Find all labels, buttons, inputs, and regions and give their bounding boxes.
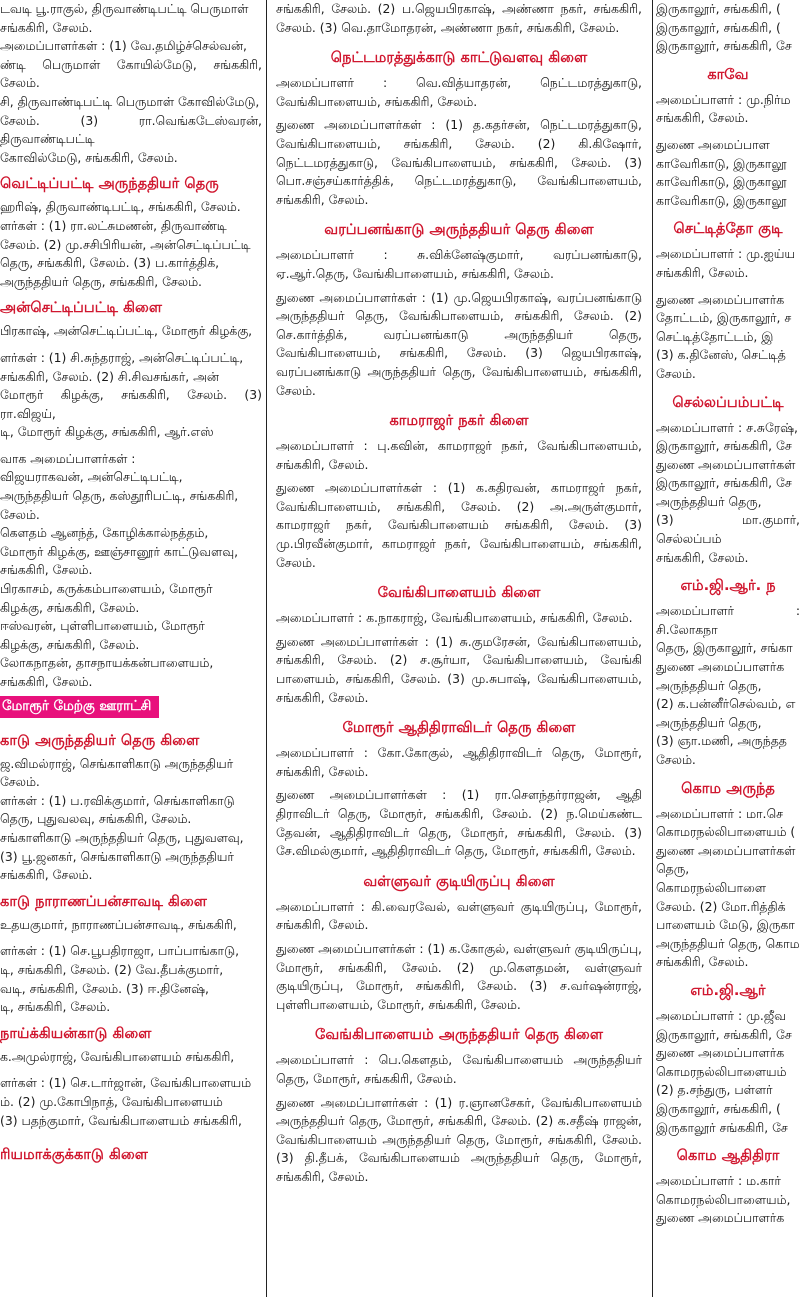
body-text: அருந்ததியர் தெரு, கஸ்தூரிபட்டி, சங்ககிரி, (0, 488, 239, 504)
spacer (0, 442, 262, 450)
spacer (0, 1066, 262, 1074)
body-text: ஈஸ்வரன், புள்ளிபாளையம், மோரூர் (0, 618, 205, 634)
body-text: சங்ககிரி, சேலம். (2) சி.சிவசங்கர், அன் (0, 368, 219, 384)
body-text: துணை அமைப்பாளர்க (656, 1210, 785, 1226)
column-divider (652, 0, 653, 1297)
section-heading: மோரூர் ஆதிதிராவிடர் தெரு கிளை (342, 719, 576, 737)
body-text: சி, திருவாண்டிபட்டி பெருமாள் கோவில்மேடு, (0, 93, 260, 109)
body-text: தோட்டம், இருகாலூர், ச (656, 310, 792, 326)
body-text: ளர்கள் : (1) சி.சுந்தராஜ், அன்செட்டிப்பட்டி, (0, 349, 244, 365)
body-text: டி, சங்ககிரி, சேலம். (0, 999, 111, 1015)
body-text: சங்ககிரி, சேலம். (656, 954, 749, 970)
body-text: பிரகாஷ், அன்செட்டிப்பட்டி, மோரூர் கிழக்கு, (0, 323, 253, 339)
body-text: அமைப்பாளர் : வெ.வித்யாதரன், நெட்டமரத்துகாடு, வேங்கிபாளையம், சங்ககிரி, சேலம். (276, 75, 642, 109)
body-text: அமைப்பாளர் : கி.வைரவேல், வள்ளுவர் குடியிருப்பு, மோரூர், சங்ககிரி, சேலம். (276, 898, 642, 933)
body-text: (2) க.பன்னீர்செல்வம், எ (656, 696, 796, 712)
body-text: சங்ககிரி, சேலம். (0, 674, 93, 689)
body-text: அமைப்பாளர் : மு.நிர்ம (656, 91, 791, 107)
body-text: இருகாலூர், சங்ககிரி, சே (656, 1026, 792, 1042)
left-column (0, 0, 262, 1297)
body-text: அமைப்பாளர் : சு.விக்னேஷ்குமார், வரப்பனங்காடு, ஏ.ஆர்.தெரு, வேங்கிபாளையம், சங்ககிரி, சேலம். (276, 247, 642, 281)
body-text: லோகநாதன், தாசநாயக்கன்பாளையம், (0, 655, 214, 671)
body-text: சேலம். (2) மு.சசிபிரியன், அன்செட்டிப்பட்டி (0, 236, 251, 252)
body-text: (3) ஞா.மணி, அருந்தத (656, 733, 787, 749)
body-text: துணை அமைப்பாளர்கள் : (1) மு.ஜெயபிரகாஷ், வரப்பனங்காடு அருந்ததியர் தெரு, வேங்கிபாளையம், சங்ககிரி, சேலம். (2) செ.கார்த்திக், வரப்பனங்காடு அருந்ததியர் தெரு, வேங்கிபாளையம், சங்ககிரி, சேலம். (3) ஜெயபிரகாஷ், வரப்பனங்காடு அருந்ததியர் தெரு, வேங்கிபாளையம், சங்ககிரி, சேலம். (276, 289, 642, 398)
body-text: ளர்கள் : (1) ப.ரவிக்குமார், செங்காளிகாடு (0, 792, 235, 808)
body-text: சங்ககிரி, சேலம். (0, 867, 93, 883)
body-text: கௌதம் ஆனந்த், கோழிக்கால்நத்தம், (0, 525, 209, 541)
section-heading: வரப்பனங்காடு அருந்ததியர் தெரு கிளை (324, 221, 594, 239)
right-column (656, 0, 800, 1297)
section-heading: எம்.ஜி.ஆர் (690, 981, 766, 999)
body-text: பாளையம் மேடு, இருகா (656, 917, 795, 933)
section-heading: ரியமாக்குக்காடு கிளை (0, 1146, 148, 1164)
body-text: கிழக்கு, சங்ககிரி, சேலம். (0, 599, 140, 615)
body-text: அமைப்பாளர் : ச.சுரேஷ், (656, 419, 798, 435)
body-text: காவேரிகாடு, இருகாலூ (656, 192, 787, 208)
body-text: செட்டித்தோட்டம், இ (656, 328, 774, 344)
body-text: ளர்கள் : (1) செ.பூபதிராஜா, பாப்பாங்காடு, (0, 943, 240, 959)
body-text: கொமரநல்லிபாளையம் ( (656, 824, 796, 840)
body-text: ளர்கள் : (1) ரா.லட்சுமணன், திருவாண்டி (0, 217, 227, 233)
body-text: மோரூர் கிழக்கு, ஊஞ்சானூர் காட்டுவளவு, (0, 543, 239, 559)
body-text: அருந்ததியர் தெரு, (656, 493, 762, 509)
body-text: ம். (2) மு.கோபிநாத், வேங்கிபாளையம் (0, 1093, 223, 1109)
section-heading: காடு அருந்ததியர் தெரு கிளை (0, 731, 200, 749)
column-divider (266, 0, 267, 1297)
body-text: இருகாலூர், சங்ககிரி, ( (656, 1100, 781, 1116)
body-text: இருகாலூர், சங்ககிரி, ( (656, 1, 781, 16)
body-text: துணை அமைப்பாளர்கள் : (1) க.கதிரவன், காமராஜர் நகர், வேங்கிபாளையம், சங்ககிரி, சேலம். (2) அ.அருள்குமார், காமராஜர் நகர், வேங்கிபாளையம் சங்ககிரி, சேலம். (3) மு.பிரவீன்குமார், காமராஜர் நகர், வேங்கிபாளையம், சங்ககிரி, சேலம். (276, 480, 642, 570)
body-text: சங்ககிரி, சேலம். (0, 19, 93, 35)
body-text: அமைப்பாளர் : கோ.கோகுல், ஆதிதிராவிடர் தெரு, மோரூர், சங்ககிரி, சேலம். (276, 745, 642, 779)
body-text: அருந்ததியர் தெரு, (656, 714, 762, 730)
body-text: இருகாலூர், சங்ககிரி, சே (656, 38, 792, 54)
section-heading: காடு நாராணப்பன்சாவடி கிளை (0, 892, 207, 910)
body-text: விஜயராகவன், அன்செட்டிபட்டி, (0, 469, 183, 485)
spacer (0, 934, 262, 942)
section-heading: நெட்டமரத்துக்காடு காட்டுவளவு கிளை (330, 49, 588, 67)
body-text: (3) மா.குமார், செல்லப்பம் (656, 512, 800, 547)
body-text: சங்ககிரி, சேலம். (656, 549, 749, 565)
body-text: இருகாலூர் சங்ககிரி, சே (656, 1119, 788, 1135)
body-text: சேலம். (0, 506, 40, 522)
spacer (656, 283, 800, 291)
body-text: டவடி பூ.ராகுல், திருவாண்டிபட்டி பெருமாள் (0, 1, 249, 16)
body-text: சங்ககிரி, சேலம். (2) ப.ஜெயபிரகாஷ், அண்ணா நகர், சங்ககிரி, சேலம். (3) வெ.தாமோதரன், அண்ணா நகர், சங்ககிரி, சேலம். (276, 1, 642, 35)
section-heading: கொம ஆதிதிரா (676, 1147, 780, 1165)
body-text: தெரு, கொமரநல்லிபாளை (656, 861, 766, 895)
body-text: அமைப்பாளர் : பெ.கௌதம், வேங்கிபாளையம் அருந்ததியர் தெரு, மோரூர், சங்ககிரி, சேலம். (276, 1052, 642, 1086)
body-text: அமைப்பாளர்கள் : (1) வே.தமிழ்ச்செல்வன், (0, 38, 247, 54)
body-text: தெரு, புதுவலவு, சங்ககிரி, சேலம். (0, 811, 192, 827)
body-text: சேலம். (3) ரா.வெங்கடேஸ்வரன், திருவாண்டிபட்டி (0, 112, 262, 147)
panchayat-tag: மோரூர் மேற்கு ஊராட்சி (0, 696, 159, 718)
body-text: அருந்ததியர் தெரு, கொம (656, 935, 800, 951)
body-text: அமைப்பாளர் : சி.லோகநா (656, 603, 800, 637)
body-text: அமைப்பாளர் : ம.கார் (656, 1173, 781, 1189)
section-heading: அன்செட்டிப்பட்டி கிளை (0, 299, 163, 317)
body-text: துணை அமைப்பாளர்க (656, 659, 785, 675)
spacer (656, 128, 800, 136)
body-text: டி, சங்ககிரி, சேலம். (2) வே.தீபக்குமார், (0, 961, 224, 977)
body-text: சங்ககிரி, சேலம். (656, 264, 749, 280)
body-text: துணை அமைப்பாளர்க (656, 291, 785, 307)
section-heading: செல்லப்பம்பட்டி (672, 393, 784, 411)
body-text: (3) பூ.ஜனகர், செங்காளிகாடு அருந்ததியர் (0, 848, 234, 864)
body-text: பிரகாசம், கருக்கம்பாளையம், மோரூர் (0, 581, 213, 597)
body-text: துணை அமைப்பாளர்கள் (656, 842, 796, 858)
body-text: ண்டி பெருமாள் கோயில்மேடு, சங்ககிரி, சேலம். (0, 56, 262, 91)
body-text: இருகாலூர், சங்ககிரி, ( (656, 19, 781, 35)
section-heading: கொம அருந்த (681, 779, 775, 797)
body-text: துணை அமைப்பாளர்கள் : (1) ரா.சௌந்தர்ராஜன், ஆதி திராவிடர் தெரு, மோரூர், சங்ககிரி, சேலம். (2) ந.மெய்கண்ட தேவன், ஆதிதிராவிடர் தெரு, மோரூர், சங்ககிரி, சேலம். (3) சே.விமல்குமார், ஆதிதிராவிடர் தெரு, மோரூர், சங்ககிரி, சேலம். (276, 787, 642, 859)
section-heading: வேங்கிபாளையம் அருந்ததியர் தெரு கிளை (314, 1026, 604, 1044)
body-text: காவேரிகாடு, இருகாலூ (656, 155, 787, 171)
section-heading: வெட்டிப்பட்டி அருந்ததியர் தெரு (0, 175, 219, 193)
body-text: (3) க.தினேஸ், செட்டித் (656, 347, 786, 363)
body-text: கொமரநல்லிபாளையம், (656, 1191, 791, 1207)
section-heading: வள்ளுவர் குடியிருப்பு கிளை (363, 872, 555, 890)
body-text: கிழக்கு, சங்ககிரி, சேலம். (0, 636, 140, 652)
body-text: அமைப்பாளர் : மு.ஐய்ய (656, 246, 795, 262)
middle-column (270, 0, 648, 1297)
section-heading: எம்.ஜி.ஆர். ந (680, 577, 776, 595)
body-text: வடி, சங்ககிரி, சேலம். (3) ஈ.தினேஷ், (0, 980, 209, 996)
body-text: அமைப்பாளர் : க.நாகராஜ், வேங்கிபாளையம், சங்ககிரி, சேலம். (276, 610, 633, 626)
body-text: துணை அமைப்பாளர்க (656, 1045, 785, 1061)
body-text: அருந்ததியர் தெரு, (656, 677, 762, 693)
spacer (0, 1130, 262, 1138)
body-text: இருகாலூர், சங்ககிரி, சே (656, 438, 792, 454)
body-text: (2) த.சந்துரு, பள்ளர் (656, 1082, 773, 1098)
body-text: சேலம். (656, 365, 696, 381)
section-heading: செட்டித்தோ குடி (673, 220, 783, 238)
body-text: சேலம். (656, 752, 696, 767)
body-text: சேலம். (2) மோ.ரித்திக் (656, 898, 786, 914)
body-text: கொமரநல்லிபாளையம் (656, 1063, 787, 1079)
body-text: துணை அமைப்பாளர்கள் : (1) த.கதர்சன், நெட்டமரத்துகாடு, வேங்கிபாளையம், சங்ககிரி, சேலம். (2) கி.கிஷோர், நெட்டமரத்துகாடு, வேங்கிபாளையம், சங்ககிரி, சேலம். (3) பொ.சஞ்சய்கார்த்திக், நெட்டமரத்துகாடு, வேங்கிபாளையம், சங்ககிரி, சேலம். (276, 117, 642, 207)
body-text: மோரூர் கிழக்கு, சங்ககிரி, சேலம். (3) ரா.விஜய், (0, 387, 262, 421)
body-text: அமைப்பாளர் : பு.கவின், காமராஜர் நகர், வேங்கிபாளையம், சங்ககிரி, சேலம். (276, 438, 642, 472)
body-text: துணை அமைப்பாளர்கள் : (1) சு.குமரேசன், வேங்கிபாளையம், சங்ககிரி, சேலம். (2) ச.சூர்யா, வேங்கிபாளையம், வேங்கி பாளையம், சங்ககிரி, சேலம். (3) மு.சுபாஷ், வேங்கிபாளையம், சங்ககிரி, சேலம். (276, 633, 642, 705)
body-text: சங்ககிரி, சேலம். (0, 562, 93, 578)
spacer (0, 341, 262, 349)
section-heading: காமராஜர் நகர் கிளை (389, 412, 529, 430)
body-text: ளர்கள் : (1) செ.டார்ஜான், வேங்கிபாளையம் (0, 1075, 252, 1091)
body-text: தெரு, இருகாலூர், சங்கா (656, 640, 793, 656)
section-heading: நாய்க்கியன்காடு கிளை (0, 1024, 152, 1042)
body-text: க.அமுல்ராஜ், வேங்கிபாளையம் சங்ககிரி, (0, 1048, 235, 1064)
body-text: சங்ககிரி, சேலம். (656, 110, 749, 126)
body-text: துணை அமைப்பாளர்கள் (656, 456, 796, 472)
body-text: அருந்ததியர் தெரு, சங்ககிரி, சேலம். (0, 273, 202, 289)
body-text: அமைப்பாளர் : மு.ஜீவ (656, 1007, 786, 1023)
body-text: ஹரிஷ், திருவாண்டிபட்டி, சங்ககிரி, சேலம். (0, 199, 241, 215)
section-heading: காவே (707, 65, 749, 83)
body-text: ஜ.விமல்ராஜ், செங்காளிகாடு அருந்ததியர் (0, 755, 234, 771)
body-text: சங்காளிகாடு அருந்ததியர் தெரு, புதுவளவு, (0, 829, 244, 845)
body-text: வாக அமைப்பாளர்கள் : (0, 450, 136, 466)
body-text: சேலம். (0, 774, 40, 790)
body-text: அமைப்பாளர் : மா.செ (656, 805, 783, 821)
body-text: கோவில்மேடு, சங்ககிரி, சேலம். (0, 149, 178, 165)
body-text: துணை அமைப்பாளர்கள் : (1) க.கோகுல், வள்ளுவர் குடியிருப்பு, மோரூர், சங்ககிரி, சேலம். (2) மு.கௌதமன், வள்ளுவர் குடியிருப்பு, மோரூர், சங்ககிரி, சேலம். (3) ச.வர்ஷன்ராஜ், புள்ளிபாளையம், மோரூர், சங்ககிரி, சேலம். (276, 940, 642, 1012)
body-text: காவேரிகாடு, இருகாலூ (656, 174, 787, 190)
body-text: (3) பதந்குமார், வேங்கிபாளையம் சங்ககிரி, (0, 1112, 242, 1128)
section-heading: வேங்கிபாளையம் கிளை (377, 584, 541, 602)
body-text: இருகாலூர், சங்ககிரி, சே (656, 475, 792, 491)
body-text: துணை அமைப்பாளர்கள் : (1) ர.ஞானசேகர், வேங்கிபாளையம் அருந்ததியர் தெரு, மோரூர், சங்ககிரி, சேலம். (2) க.சதீஷ் ராஜன், வேங்கிபாளையம் அருந்ததியர் தெரு, மோரூர், சங்ககிரி, சேலம். (3) தி.தீபக், வேங்கிபாளையம் அருந்ததியர் தெரு, மோரூர், சங்ககிரி, சேலம். (276, 1094, 642, 1184)
body-text: துணை அமைப்பாள (656, 136, 770, 152)
body-text: உதயகுமார், நாராணப்பன்சாவடி, சங்ககிரி, (0, 916, 237, 932)
body-text: தெரு, சங்ககிரி, சேலம். (3) ப.கார்த்திக், (0, 255, 220, 271)
body-text: டி, மோரூர் கிழக்கு, சங்ககிரி, ஆர்.எஸ் (0, 424, 214, 440)
